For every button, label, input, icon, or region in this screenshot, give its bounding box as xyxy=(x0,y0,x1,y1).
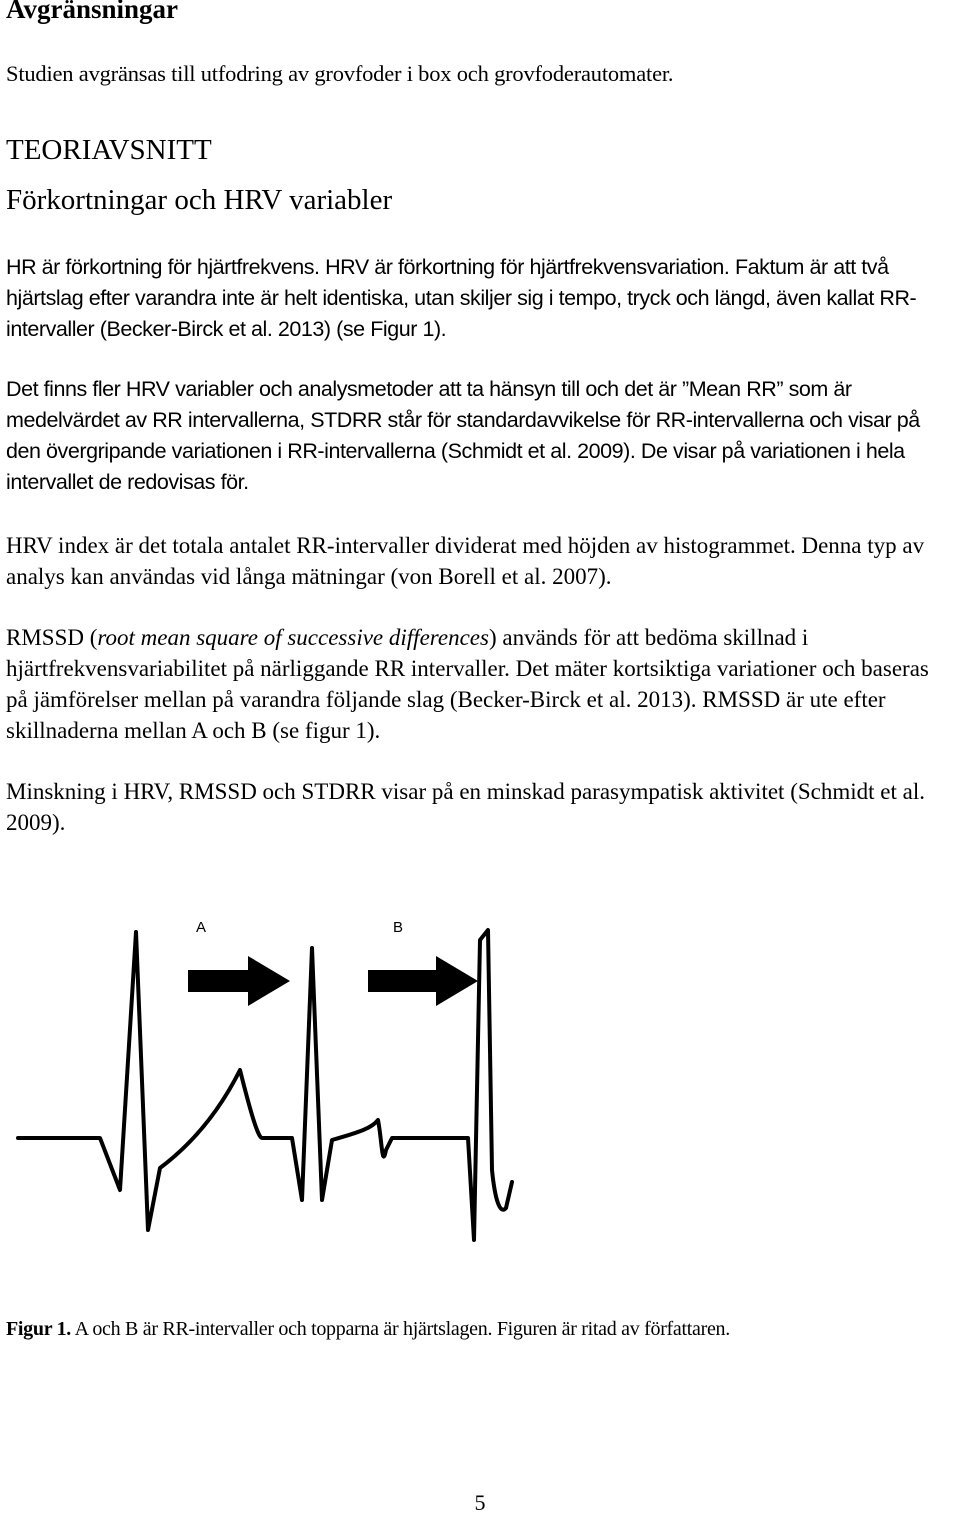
rmssd-italic-term: root mean square of successive differences xyxy=(97,625,489,650)
rmssd-lead: RMSSD ( xyxy=(6,625,98,650)
paragraph-hrv-part2: 2009). De visar på variationen i hela intervallet de redovisas för. xyxy=(6,439,905,494)
figure-caption xyxy=(6,1316,730,1342)
paragraph-hrv-index: HRV index är det totala antalet RR-intervaller dividerat med höjden av histogrammet. Denna typ av analys kan användas vid långa mätningar (von Borell et al. 2007). xyxy=(6,533,925,589)
caption-label: Figur 1. xyxy=(6,1318,72,1340)
paragraph-hrv-variables xyxy=(6,374,954,498)
paragraph-hr-line1: HR är förkortning för hjärtfrekvens. HRV är förkortning för hjärtfrekvensvariation. xyxy=(6,255,730,279)
page-number: 5 xyxy=(474,1490,486,1515)
paragraph-hr-rest: Faktum är att två hjärtslag efter varandra inte är helt identiska, utan skiljer sig i tempo, tryck och längd, även kallat RR-intervaller (Becker-Birck et al. 2013) (se Figur 1). xyxy=(6,255,917,341)
ecg-figure xyxy=(0,900,960,1260)
caption-text: A och B är RR-intervaller och topparna är hjärtslagen. Figuren är ritad av författaren. xyxy=(71,1318,730,1340)
heading-avgransningar: Avgränsningar xyxy=(6,0,179,24)
paragraph-rmssd xyxy=(6,622,954,746)
section-title: TEORIAVSNITT xyxy=(6,134,212,166)
paragraph-hrv-part1: Det finns fler HRV variabler och analysmetoder att ta hänsyn till och det är ”Mean RR” som är medelvärdet av RR intervallerna, STDRR står för standardavvikelse för RR-intervallerna och visar på den övergripande variationen i RR-intervallerna (Schmidt et al. xyxy=(6,377,920,463)
subsection-title: Förkortningar och HRV variabler xyxy=(6,184,393,216)
scope-paragraph: Studien avgränsas till utfodring av grovfoder i box och grovfoderautomater. xyxy=(6,61,674,86)
paragraph-hr-definition xyxy=(6,252,954,345)
arrow-a xyxy=(188,956,290,1006)
label-b: B xyxy=(393,919,404,936)
paragraph-decrease: Minskning i HRV, RMSSD och STDRR visar på en minskad parasympatisk aktivitet (Schmidt et al. 2009). xyxy=(6,779,925,835)
rmssd-rest: ) används för att bedöma skillnad i hjärtfrekvensvariabilitet på närliggande RR intervaller. Det mäter kortsiktiga variationer och baseras på jämförelser mellan på varandra följande slag (Becker-Birck et al. 2013). RMSSD är ute efter skillnaderna mellan A och B (se figur 1). xyxy=(6,625,929,743)
arrow-b xyxy=(368,956,478,1006)
label-a: A xyxy=(196,919,207,936)
